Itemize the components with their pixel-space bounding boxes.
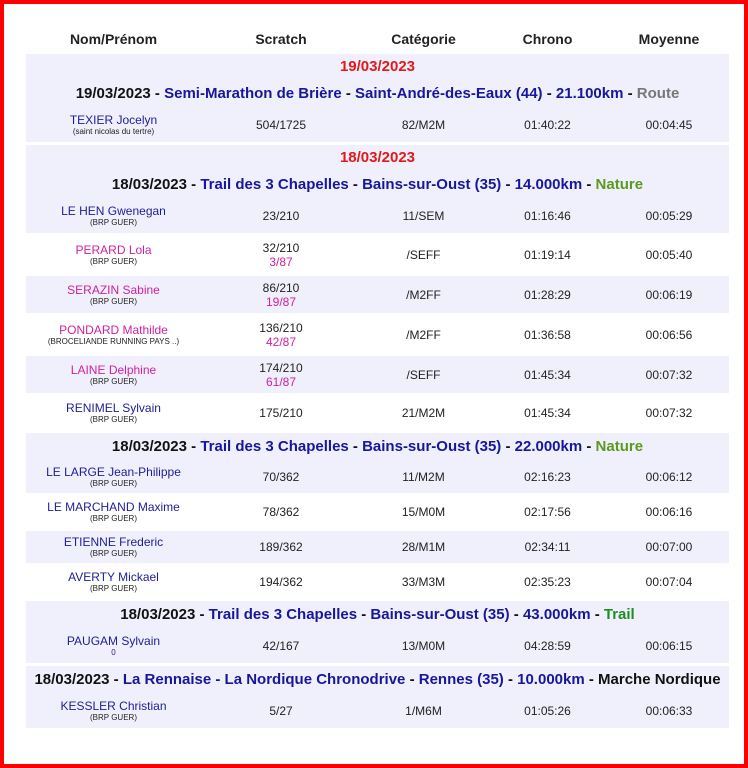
col-scratch: Scratch <box>255 31 307 47</box>
athlete-club: (BRP GUER) <box>90 514 137 523</box>
chrono-cell: 01:40:22 <box>524 118 571 132</box>
scratch-cell <box>201 241 361 269</box>
athlete-name[interactable]: PONDARD Mathilde <box>59 322 168 337</box>
athlete-cell <box>26 243 201 267</box>
athlete-name[interactable]: LE MARCHAND Maxime <box>47 500 180 514</box>
athlete-club: (BRP GUER) <box>90 376 137 386</box>
table-header <box>26 24 729 54</box>
athlete-name[interactable]: PAUGAM Sylvain <box>66 634 161 648</box>
scratch-rank: 78/362 <box>262 505 300 519</box>
race-date: 19/03/2023 <box>75 85 151 102</box>
scratch-rank: 174/210 <box>259 360 303 375</box>
chrono-cell: 01:36:58 <box>524 327 571 342</box>
athlete-club: (BRP GUER) <box>90 549 137 558</box>
scratch-cell <box>201 505 361 519</box>
race-name[interactable]: Trail des 3 Chapelles <box>200 438 349 455</box>
result-group <box>26 694 729 731</box>
race-distance: 10.000km <box>517 671 585 688</box>
race-heading: 18/03/2023 - Trail des 3 Chapelles - Bains-sur-Oust (35) - 14.000km - Nature <box>26 171 729 199</box>
athlete-name[interactable]: RENIMEL Sylvain <box>66 401 161 415</box>
average-cell: 00:06:33 <box>645 704 693 718</box>
chrono-cell: 02:34:11 <box>524 540 571 554</box>
scratch-cell <box>201 321 361 349</box>
athlete-cell <box>26 363 201 387</box>
category-cell: 15/M0M <box>401 505 446 519</box>
scratch-rank: 5/27 <box>269 704 293 718</box>
table-row <box>26 108 729 145</box>
athlete-name[interactable]: LAINE Delphine <box>70 362 157 377</box>
result-group <box>26 461 729 601</box>
scratch-cell <box>201 118 361 132</box>
race-place: Bains-sur-Oust (35) <box>370 606 510 623</box>
category-cell: 82/M2M <box>401 118 446 132</box>
race-name[interactable]: La Rennaise - La Nordique Chronodrive <box>122 671 406 688</box>
race-place: Bains-sur-Oust (35) <box>362 176 502 193</box>
table-row <box>26 276 729 316</box>
athlete-club: 0 <box>111 648 116 657</box>
chrono-cell: 01:28:29 <box>524 287 571 302</box>
race-name[interactable]: Semi-Marathon de Brière <box>164 85 342 102</box>
race-type: Nature <box>595 176 644 193</box>
category-cell: 13/M0M <box>401 639 446 653</box>
chrono-cell: 01:45:34 <box>524 367 571 382</box>
chrono-cell: 01:16:46 <box>524 209 571 223</box>
athlete-club: (BRP GUER) <box>90 584 137 593</box>
race-date: 18/03/2023 <box>34 671 110 688</box>
chrono-cell: 01:45:34 <box>524 406 571 420</box>
category-cell: /M2FF <box>406 327 441 342</box>
athlete-name[interactable]: TEXIER Jocelyn <box>69 113 158 127</box>
athlete-club: (BRP GUER) <box>90 479 137 488</box>
athlete-cell <box>26 634 201 658</box>
average-cell: 00:06:15 <box>645 639 693 653</box>
athlete-club: (BRP GUER) <box>90 415 137 424</box>
date-heading: 19/03/2023 <box>26 54 729 80</box>
athlete-cell <box>26 699 201 723</box>
athlete-cell <box>26 500 201 524</box>
sex-rank: 42/87 <box>265 334 297 349</box>
athlete-name[interactable]: SERAZIN Sabine <box>67 282 160 297</box>
athlete-club: (BRP GUER) <box>90 218 137 227</box>
athlete-cell <box>26 535 201 559</box>
sex-rank: 19/87 <box>265 294 297 309</box>
scratch-cell <box>201 470 361 484</box>
scratch-rank: 136/210 <box>259 320 303 335</box>
category-cell: /SEFF <box>406 247 441 262</box>
race-type: Marche Nordique <box>598 671 721 688</box>
category-cell: 1/M6M <box>405 704 442 718</box>
average-cell: 00:07:00 <box>645 540 693 554</box>
chrono-cell: 01:05:26 <box>524 704 571 718</box>
col-categorie: Catégorie <box>391 31 456 47</box>
race-place: Bains-sur-Oust (35) <box>362 438 502 455</box>
athlete-name[interactable]: LE HEN Gwenegan <box>61 204 166 218</box>
race-distance: 22.000km <box>514 438 583 455</box>
table-row <box>26 316 729 356</box>
table-row <box>26 461 729 496</box>
race-type: Trail <box>603 606 635 623</box>
table-row <box>26 496 729 531</box>
date-heading: 18/03/2023 <box>26 145 729 171</box>
scratch-cell <box>201 361 361 389</box>
average-cell: 00:06:56 <box>645 327 693 342</box>
athlete-club: (saint nicolas du tertre) <box>72 127 155 136</box>
table-row <box>26 694 729 731</box>
athlete-cell <box>26 323 201 347</box>
scratch-rank: 70/362 <box>262 470 300 484</box>
race-place: Rennes (35) <box>418 671 504 688</box>
result-group <box>26 199 729 433</box>
scratch-cell <box>201 281 361 309</box>
athlete-name[interactable]: KESSLER Christian <box>60 699 167 713</box>
athlete-name[interactable]: PERARD Lola <box>75 242 152 257</box>
athlete-cell <box>26 204 201 228</box>
race-heading: 19/03/2023 - Semi-Marathon de Brière - Saint-André-des-Eaux (44) - 21.100km - Route <box>26 80 729 108</box>
result-group <box>26 108 729 145</box>
average-cell: 00:07:04 <box>645 575 693 589</box>
table-row <box>26 236 729 276</box>
athlete-club: (BRP GUER) <box>90 713 137 722</box>
category-cell: 28/M1M <box>401 540 446 554</box>
athlete-cell <box>26 113 201 137</box>
race-date: 18/03/2023 <box>111 438 187 455</box>
athlete-cell <box>26 401 201 425</box>
category-cell: 33/M3M <box>401 575 446 589</box>
table-row <box>26 531 729 566</box>
scratch-cell <box>201 704 361 718</box>
race-date: 18/03/2023 <box>120 606 196 623</box>
table-row <box>26 566 729 601</box>
scratch-rank: 194/362 <box>259 575 303 589</box>
race-type: Nature <box>595 438 644 455</box>
scratch-cell <box>201 406 361 420</box>
sex-rank: 3/87 <box>269 254 293 269</box>
chrono-cell: 02:17:56 <box>524 505 571 519</box>
race-heading: 18/03/2023 - Trail des 3 Chapelles - Bains-sur-Oust (35) - 43.000km - Trail <box>26 601 729 629</box>
result-group <box>26 629 729 666</box>
results-table <box>26 24 729 731</box>
athlete-cell <box>26 570 201 594</box>
table-row <box>26 396 729 433</box>
race-distance: 43.000km <box>522 606 591 623</box>
athlete-name[interactable]: ETIENNE Frederic <box>63 535 164 549</box>
category-cell: 11/M2M <box>402 470 445 484</box>
scratch-rank: 189/362 <box>259 540 303 554</box>
race-name[interactable]: Trail des 3 Chapelles <box>200 176 349 193</box>
table-row <box>26 199 729 236</box>
race-place: Saint-André-des-Eaux (44) <box>355 85 543 102</box>
table-row <box>26 356 729 396</box>
average-cell: 00:07:32 <box>645 406 693 420</box>
scratch-rank: 32/210 <box>262 240 300 255</box>
average-cell: 00:05:29 <box>645 209 693 223</box>
scratch-cell <box>201 639 361 653</box>
scratch-cell <box>201 540 361 554</box>
col-moyenne: Moyenne <box>638 31 700 47</box>
average-cell: 00:06:19 <box>645 287 693 302</box>
chrono-cell: 02:35:23 <box>524 575 571 589</box>
athlete-club: (BRP GUER) <box>90 256 137 266</box>
category-cell: 11/SEM <box>402 209 445 223</box>
race-date: 18/03/2023 <box>111 176 187 193</box>
athlete-club: (BROCELIANDE RUNNING PAYS ..) <box>47 336 180 346</box>
category-cell: 21/M2M <box>401 406 446 420</box>
race-heading: 18/03/2023 - La Rennaise - La Nordique Chronodrive - Rennes (35) - 10.000km - Marche Nordique <box>26 666 729 694</box>
scratch-rank: 23/210 <box>262 209 300 223</box>
race-type: Route <box>636 85 680 102</box>
scratch-cell <box>201 575 361 589</box>
scratch-rank: 42/167 <box>262 639 300 653</box>
average-cell: 00:06:16 <box>645 505 693 519</box>
race-distance: 21.100km <box>555 85 624 102</box>
table-row <box>26 629 729 666</box>
scratch-rank: 504/1725 <box>255 118 307 132</box>
race-heading: 18/03/2023 - Trail des 3 Chapelles - Bains-sur-Oust (35) - 22.000km - Nature <box>26 433 729 461</box>
col-chrono: Chrono <box>522 31 573 47</box>
race-name[interactable]: Trail des 3 Chapelles <box>208 606 358 623</box>
col-name: Nom/Prénom <box>69 31 158 47</box>
scratch-rank: 86/210 <box>262 280 300 295</box>
chrono-cell: 04:28:59 <box>524 639 571 653</box>
category-cell: /SEFF <box>406 367 441 382</box>
average-cell: 00:06:12 <box>645 470 693 484</box>
average-cell: 00:07:32 <box>645 367 693 382</box>
scratch-rank: 175/210 <box>259 406 303 420</box>
race-distance: 14.000km <box>514 176 583 193</box>
average-cell: 00:05:40 <box>645 247 693 262</box>
chrono-cell: 01:19:14 <box>524 247 571 262</box>
athlete-name[interactable]: LE LARGE Jean-Philippe <box>46 465 181 479</box>
athlete-cell <box>26 283 201 307</box>
sex-rank: 61/87 <box>265 374 297 389</box>
athlete-club: (BRP GUER) <box>90 296 137 306</box>
chrono-cell: 02:16:23 <box>524 470 571 484</box>
category-cell: /M2FF <box>406 287 441 302</box>
athlete-name[interactable]: AVERTY Mickael <box>68 570 159 584</box>
average-cell: 00:04:45 <box>645 118 693 132</box>
scratch-cell <box>201 209 361 223</box>
athlete-cell <box>26 465 201 489</box>
